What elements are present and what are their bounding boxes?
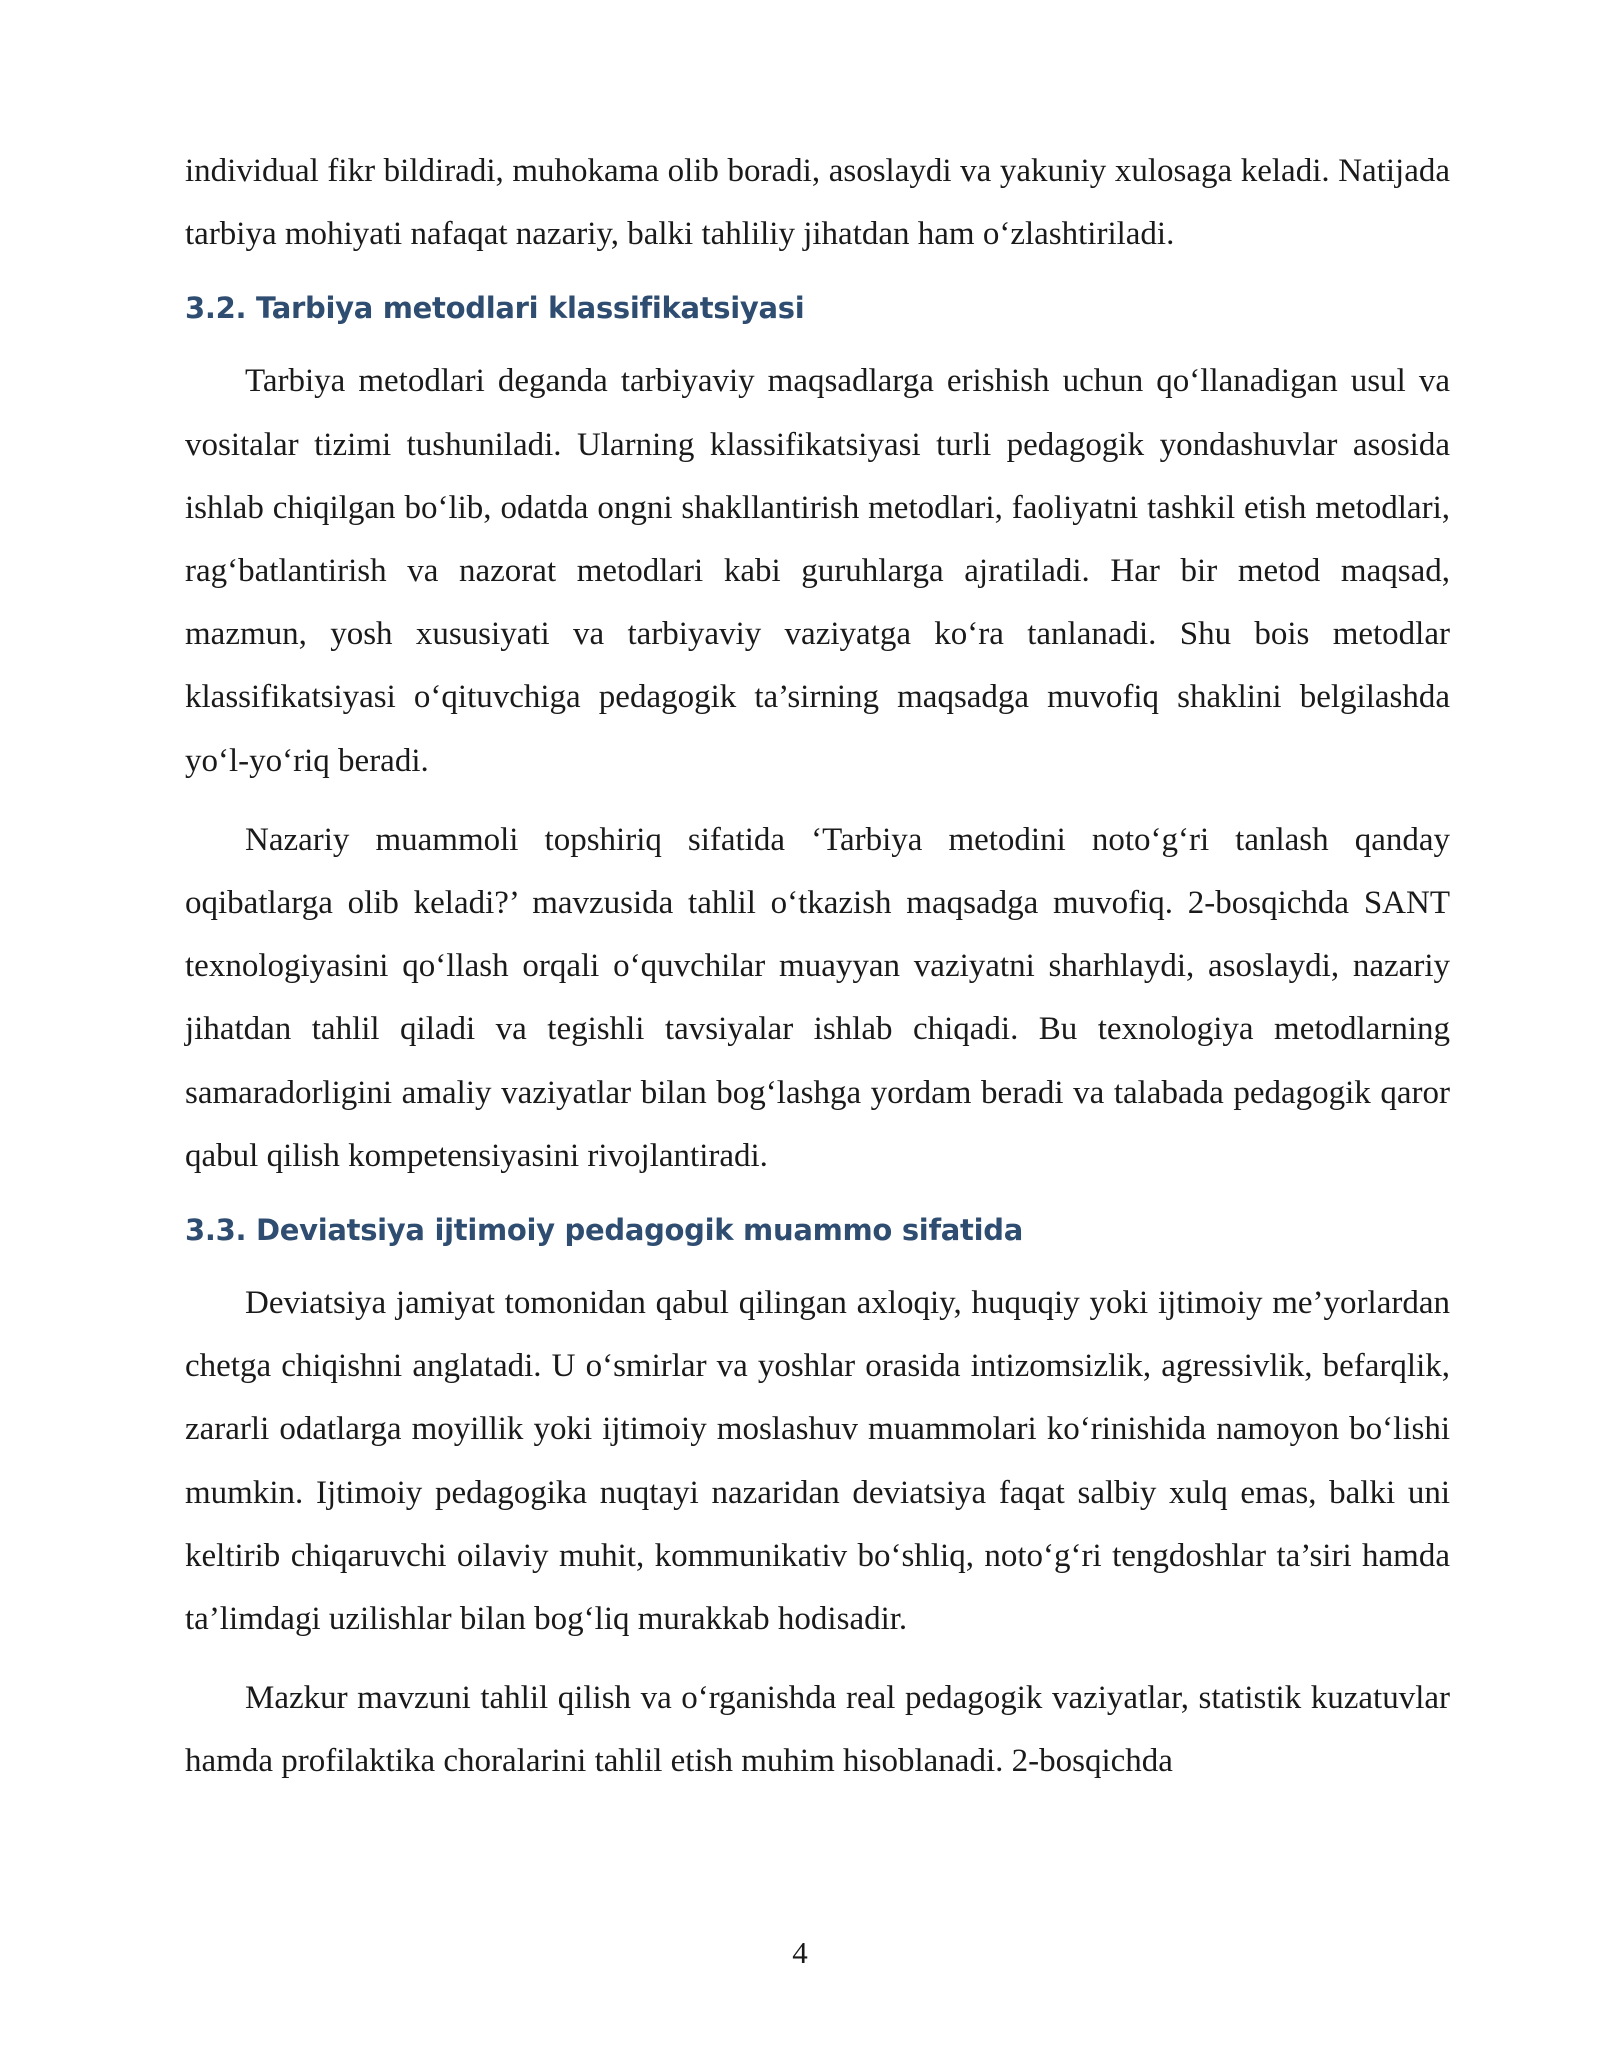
paragraph-intro: individual fikr bildiradi, muhokama olib boradi, asoslaydi va yakuniy xulosaga keladi. Natijada tarbiya mohiyati nafaqat nazariy, balki tahliliy jihatdan ham o‘zlashtiriladi.	[185, 153, 1450, 253]
paragraph-deviation-analysis: Mazkur mavzuni tahlil qilish va o‘rganishda real pedagogik vaziyatlar, statistik kuzatuvlar hamda profilaktika choralarini tahlil etish muhim hisoblanadi. 2-bosqichda	[185, 1680, 1450, 1780]
paragraph-deviation-definition: Deviatsiya jamiyat tomonidan qabul qilingan axloqiy, huquqiy yoki ijtimoiy me’yorlardan chetga chiqishni anglatadi. U o‘smirlar va yoshlar orasida intizomsizlik, agressivlik, befarqlik, zararli odatlarga moyillik yoki ijtimoiy moslashuv muammolari ko‘rinishida namoyon bo‘lishi mumkin. Ijtimoiy pedagogika nuqtayi nazaridan deviatsiya faqat salbiy xulq emas, balki uni keltirib chiqaruvchi oilaviy muhit, kommunikativ bo‘shliq, noto‘g‘ri tengdoshlar ta’siri hamda ta’limdagi uzilishlar bilan bog‘liq murakkab hodisadir.	[185, 1285, 1450, 1638]
page-number: 4	[792, 1935, 808, 1970]
paragraph-theoretical-task: Nazariy muammoli topshiriq sifatida ‘Tarbiya metodini noto‘g‘ri tanlash qanday oqibatlarga olib keladi?’ mavzusida tahlil o‘tkazish maqsadga muvofiq. 2-bosqichda SANT texnologiyasini qo‘llash orqali o‘quvchilar muayyan vaziyatni sharhlaydi, asoslaydi, nazariy jihatdan tahlil qiladi va tegishli tavsiyalar ishlab chiqadi. Bu texnologiya metodlarning samaradorligini amaliy vaziyatlar bilan bog‘lashga yordam beradi va talabada pedagogik qaror qabul qilish kompetensiyasini rivojlantiradi.	[185, 821, 1450, 1174]
section-heading-3-2: 3.2. Tarbiya metodlari klassifikatsiyasi	[185, 291, 805, 326]
page-content	[185, 140, 1450, 1794]
section-heading-3-3: 3.3. Deviatsiya ijtimoiy pedagogik muammo sifatida	[185, 1213, 1023, 1248]
paragraph-methods-classification: Tarbiya metodlari deganda tarbiyaviy maqsadlarga erishish uchun qo‘llanadigan usul va vositalar tizimi tushuniladi. Ularning klassifikatsiyasi turli pedagogik yondashuvlar asosida ishlab chiqilgan bo‘lib, odatda ongni shakllantirish metodlari, faoliyatni tashkil etish metodlari, rag‘batlantirish va nazorat metodlari kabi guruhlarga ajratiladi. Har bir metod maqsad, mazmun, yosh xususiyati va tarbiyaviy vaziyatga ko‘ra tanlanadi. Shu bois metodlar klassifikatsiyasi o‘qituvchiga pedagogik ta’sirning maqsadga muvofiq shaklini belgilashda yo‘l-yo‘riq beradi.	[185, 363, 1450, 779]
